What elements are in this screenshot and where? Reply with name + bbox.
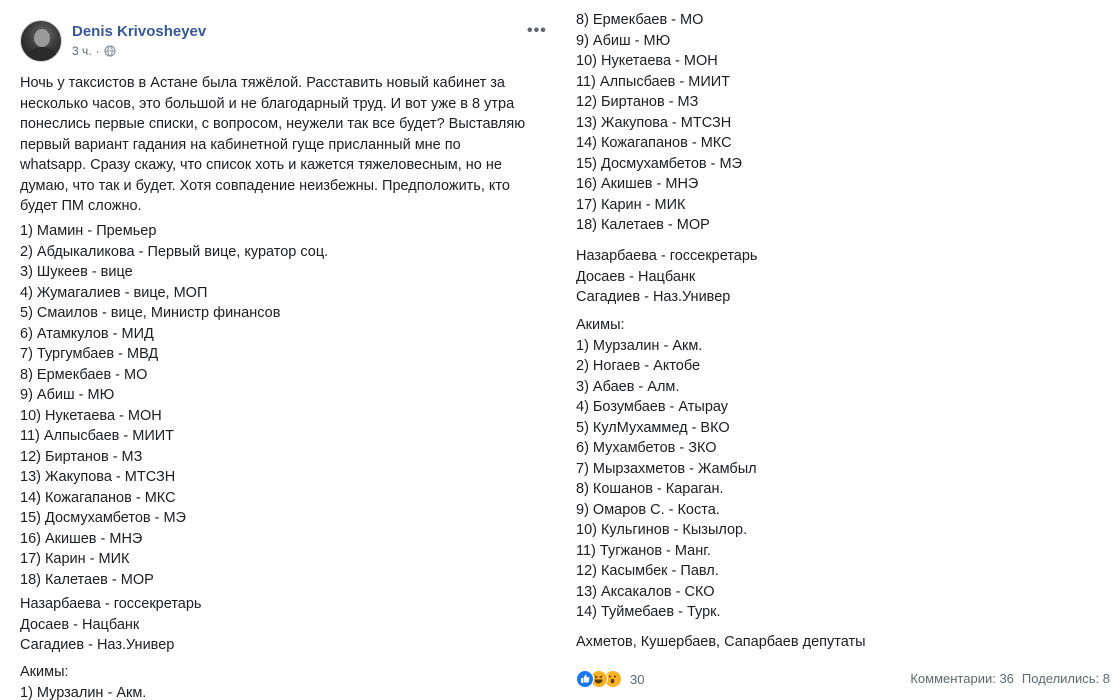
cabinet-item: 11) Алпысбаев - МИИТ bbox=[576, 73, 731, 90]
avatar[interactable] bbox=[20, 20, 62, 62]
deputies-text: Ахметов, Кушербаев, Сапарбаев депутаты bbox=[576, 634, 866, 650]
post-meta: 3 ч. · bbox=[72, 44, 116, 58]
cabinet-item: 1) Мамин - Премьер bbox=[20, 223, 157, 239]
cabinet-item: 9) Абиш - МЮ bbox=[576, 32, 671, 49]
avatar-head bbox=[34, 29, 50, 47]
engagement-stats bbox=[910, 671, 1110, 686]
cabinet-item: 18) Калетаев - МОР bbox=[20, 571, 154, 588]
post-intro bbox=[20, 73, 525, 217]
like-icon bbox=[576, 670, 594, 688]
akims-item: 1) Мурзалин - Акм. bbox=[20, 684, 147, 700]
shares-count-link[interactable]: Поделились: 8 bbox=[1021, 671, 1110, 686]
cabinet-item: 4) Жумагалиев - вице, МОП bbox=[20, 284, 208, 301]
intro-line: первый вариант гадания на кабинетной гуще присланный мне по bbox=[20, 136, 461, 153]
akims-title: Акимы: bbox=[576, 317, 625, 333]
cabinet-item: 16) Акишев - МНЭ bbox=[20, 530, 143, 547]
intro-line: несколько часов, это большой и не благодарный труд. И вот уже в 8 утра bbox=[20, 95, 515, 112]
post-time[interactable]: 3 ч. bbox=[72, 44, 92, 58]
cabinet-item: 8) Ермекбаев - МО bbox=[576, 12, 704, 28]
intro-line: думаю, что так и будет. Хотя совпадение неизбежны. Предположить, кто bbox=[20, 177, 510, 194]
cabinet-item: 17) Карин - МИК bbox=[20, 551, 130, 567]
globe-icon bbox=[104, 45, 116, 57]
cabinet-item: 16) Акишев - МНЭ bbox=[576, 176, 699, 192]
akims-title: Акимы: bbox=[20, 664, 69, 680]
akims-item: 7) Мырзахметов - Жамбыл bbox=[576, 460, 757, 477]
other-item: Досаев - Нацбанк bbox=[20, 616, 140, 633]
cabinet-item: 17) Карин - МИК bbox=[576, 196, 686, 213]
cabinet-item: 10) Нукетаева - МОН bbox=[576, 53, 718, 69]
more-options-icon[interactable]: ••• bbox=[527, 22, 547, 39]
cabinet-item: 3) Шукеев - вице bbox=[20, 264, 133, 280]
akims-item: 6) Мухамбетов - ЗКО bbox=[576, 440, 717, 456]
akims-item: 13) Аксакалов - СКО bbox=[576, 583, 715, 600]
post-right-panel bbox=[560, 0, 1120, 700]
akims-item: 12) Касымбек - Павл. bbox=[576, 563, 719, 579]
akims-section bbox=[20, 662, 146, 700]
reaction-count: 30 bbox=[630, 671, 645, 687]
cabinet-item: 13) Жакупова - МТСЗН bbox=[20, 469, 176, 485]
cabinet-list bbox=[20, 221, 328, 590]
cabinet-item: 10) Нукетаева - МОН bbox=[20, 407, 162, 424]
cabinet-item: 11) Алпысбаев - МИИТ bbox=[20, 428, 175, 444]
akims-item: 3) Абаев - Алм. bbox=[576, 378, 680, 395]
akims-item: 4) Бозумбаев - Атырау bbox=[576, 399, 729, 415]
other-item: Досаев - Нацбанк bbox=[576, 268, 696, 285]
akims-list bbox=[576, 315, 757, 623]
reactions-summary[interactable] bbox=[576, 670, 644, 688]
other-appointments bbox=[20, 594, 202, 656]
intro-line: понеслись первые списки, с вопросом, неужели так все будет? Выставляю bbox=[20, 116, 526, 132]
intro-line: будет ПМ сложно. bbox=[20, 198, 142, 214]
intro-line: Ночь у таксистов в Астане была тяжёлой. Расставить новый кабинет за bbox=[20, 75, 505, 91]
akims-item: 10) Кульгинов - Кызылор. bbox=[576, 522, 748, 538]
other-item: Назарбаева - госсекретарь bbox=[20, 596, 202, 612]
other-item: Назарбаева - госсекретарь bbox=[576, 248, 758, 264]
post-footer bbox=[576, 670, 1120, 692]
comments-count-link[interactable]: Комментарии: 36 bbox=[910, 671, 1014, 686]
cabinet-item: 6) Атамкулов - МИД bbox=[20, 325, 154, 342]
cabinet-item: 9) Абиш - МЮ bbox=[20, 387, 115, 403]
akims-item: 5) КулМухаммед - ВКО bbox=[576, 419, 730, 436]
cabinet-item: 8) Ермекбаев - МО bbox=[20, 366, 148, 383]
cabinet-item: 18) Калетаев - МОР bbox=[576, 217, 710, 233]
cabinet-item: 15) Досмухамбетов - МЭ bbox=[576, 155, 742, 172]
akims-item: 8) Кошанов - Караган. bbox=[576, 481, 724, 497]
akims-item: 1) Мурзалин - Акм. bbox=[576, 337, 703, 354]
other-appointments-continued bbox=[576, 246, 758, 308]
cabinet-item: 12) Биртанов - МЗ bbox=[20, 448, 143, 465]
cabinet-item: 15) Досмухамбетов - МЭ bbox=[20, 510, 186, 526]
akims-item: 9) Омаров С. - Коста. bbox=[576, 501, 720, 518]
akims-item: 11) Тугжанов - Манг. bbox=[576, 542, 711, 559]
cabinet-item: 14) Кожагапанов - МКС bbox=[20, 489, 176, 506]
cabinet-list-continued bbox=[576, 10, 742, 236]
cabinet-item: 5) Смаилов - вице, Министр финансов bbox=[20, 305, 281, 321]
intro-line: whatsapp. Сразу скажу, что список хоть и кажется тяжеловесным, но не bbox=[20, 157, 502, 173]
akims-item: 14) Туймебаев - Турк. bbox=[576, 604, 721, 620]
author-name[interactable]: Denis Krivosheyev bbox=[72, 23, 207, 40]
cabinet-item: 7) Тургумбаев - МВД bbox=[20, 346, 159, 362]
akims-item: 2) Ногаев - Актобе bbox=[576, 358, 701, 374]
avatar-shoulders bbox=[26, 47, 58, 62]
deputies-line bbox=[576, 632, 866, 653]
cabinet-item: 12) Биртанов - МЗ bbox=[576, 94, 699, 110]
other-item: Сагадиев - Наз.Универ bbox=[576, 289, 731, 305]
other-item: Сагадиев - Наз.Универ bbox=[20, 637, 175, 653]
cabinet-item: 14) Кожагапанов - МКС bbox=[576, 135, 732, 151]
cabinet-item: 13) Жакупова - МТСЗН bbox=[576, 114, 732, 131]
cabinet-item: 2) Абдыкаликова - Первый вице, куратор соц. bbox=[20, 243, 329, 260]
